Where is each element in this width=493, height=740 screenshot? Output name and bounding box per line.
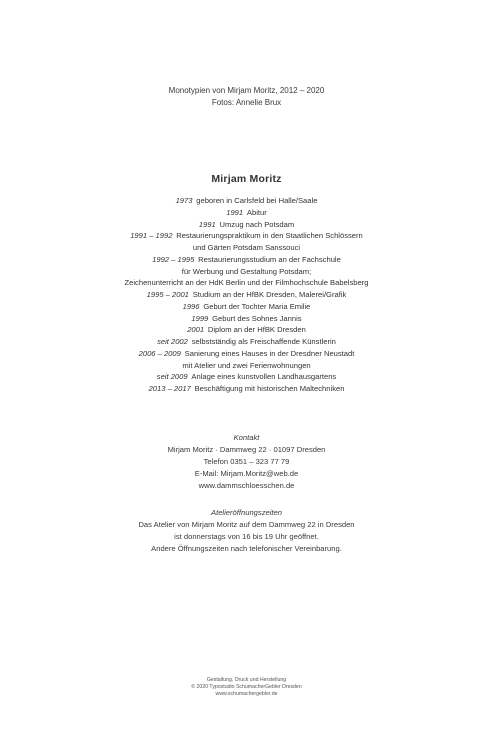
contact-email: E-Mail: Mirjam.Moritz@web.de xyxy=(194,469,299,478)
bio-entry xyxy=(0,277,493,289)
bio-entry xyxy=(0,289,493,301)
bio-text: geboren in Carlsfeld bei Halle/Saale xyxy=(196,196,318,205)
bio-year: 1991 xyxy=(226,207,244,217)
opening-hours-heading: Atelieröffnungszeiten xyxy=(211,508,282,517)
bio-entry xyxy=(0,324,493,336)
bio-text: Studium an der HfBK Dresden, Malerei/Grafik xyxy=(192,290,347,299)
colophon-copyright: © 2020 Typostudio SchumacherGebler Dresden xyxy=(191,684,302,690)
bio-text: für Werbung und Gestaltung Potsdam; xyxy=(181,266,312,276)
colophon-credit: Gestaltung, Druck und Herstellung xyxy=(206,677,287,683)
bio-year: 1995 – 2001 xyxy=(146,290,189,299)
bio-entry xyxy=(0,371,493,383)
contact-heading: Kontakt xyxy=(233,433,260,442)
bio-entry xyxy=(0,230,493,242)
bio-entry xyxy=(0,301,493,313)
colophon-website: www.schumachergebler.de xyxy=(215,691,278,697)
bio-text: und Gärten Potsdam Sanssouci xyxy=(192,243,301,252)
bio-year: 2013 – 2017 xyxy=(148,384,191,393)
bio-entry xyxy=(0,336,493,348)
bio-text: Zeichenunterricht an der HdK Berlin und der Filmhochschule Babelsberg xyxy=(124,278,369,288)
bio-text: mit Atelier und zwei Ferienwohnungen xyxy=(182,360,311,370)
bio-year: seit 2002 xyxy=(157,337,188,346)
bio-entry xyxy=(0,219,493,231)
bio-year: 1991 xyxy=(198,219,216,229)
bio-entry xyxy=(0,254,493,266)
bio-entry xyxy=(0,360,493,372)
contact-address: Mirjam Moritz · Dammweg 22 · 01097 Dresden xyxy=(167,445,326,454)
intro-title: Monotypien von Mirjam Moritz, 2012 – 2020 xyxy=(168,86,325,95)
bio-entry xyxy=(0,207,493,219)
bio-entry xyxy=(0,195,493,207)
bio-entry xyxy=(0,313,493,325)
bio-year: 1999 xyxy=(191,313,209,323)
opening-hours-line: ist donnerstags von 16 bis 19 Uhr geöffnet. xyxy=(174,532,319,541)
intro-block xyxy=(0,85,493,109)
opening-hours-block xyxy=(0,507,493,555)
bio-text: Restaurierungsstudium an der Fachschule xyxy=(198,254,341,264)
bio-text: Diplom an der HfBK Dresden xyxy=(207,325,306,335)
bio-text: Umzug nach Potsdam xyxy=(219,219,295,229)
bio-year: 1996 xyxy=(182,301,200,311)
contact-block xyxy=(0,432,493,492)
intro-photo-credit: Fotos: Annelie Brux xyxy=(211,98,282,107)
bio-year: 2006 – 2009 xyxy=(138,348,181,358)
bio-entry xyxy=(0,348,493,360)
bio-year: seit 2009 xyxy=(156,372,188,382)
contact-phone: Telefon 0351 – 323 77 79 xyxy=(203,457,290,466)
bio-text: Sanierung eines Hauses in der Dresdner Neustadt xyxy=(184,348,355,358)
bio-text: Abitur xyxy=(246,207,267,217)
bio-text: Restaurierungspraktikum in den Staatlichen Schlössern xyxy=(176,231,363,241)
bio-text: Geburt der Tochter Maria Emilie xyxy=(203,301,311,311)
opening-hours-line: Andere Öffnungszeiten nach telefonischer Vereinbarung. xyxy=(151,544,342,553)
bio-entry xyxy=(0,266,493,278)
contact-website: www.dammschloesschen.de xyxy=(198,481,295,490)
bio-entry xyxy=(0,242,493,254)
bio-text: Anlage eines kunstvollen Landhausgartens xyxy=(191,372,337,382)
bio-year: 1992 – 1995 xyxy=(152,254,195,264)
bio-year: 1973 xyxy=(175,196,193,205)
opening-hours-line: Das Atelier von Mirjam Moritz auf dem Dammweg 22 in Dresden xyxy=(138,520,355,529)
bio-text: Beschäftigung mit historischen Maltechniken xyxy=(194,384,345,393)
biography xyxy=(0,195,493,395)
artist-name: Mirjam Moritz xyxy=(211,173,282,185)
colophon xyxy=(0,677,493,698)
bio-entry xyxy=(0,383,493,395)
bio-year: 2001 xyxy=(187,325,205,335)
bio-text: Geburt des Sohnes Jannis xyxy=(212,313,302,323)
bio-text: selbstständig als Freischaffende Künstlerin xyxy=(191,337,336,346)
bio-year: 1991 – 1992 xyxy=(130,231,173,241)
